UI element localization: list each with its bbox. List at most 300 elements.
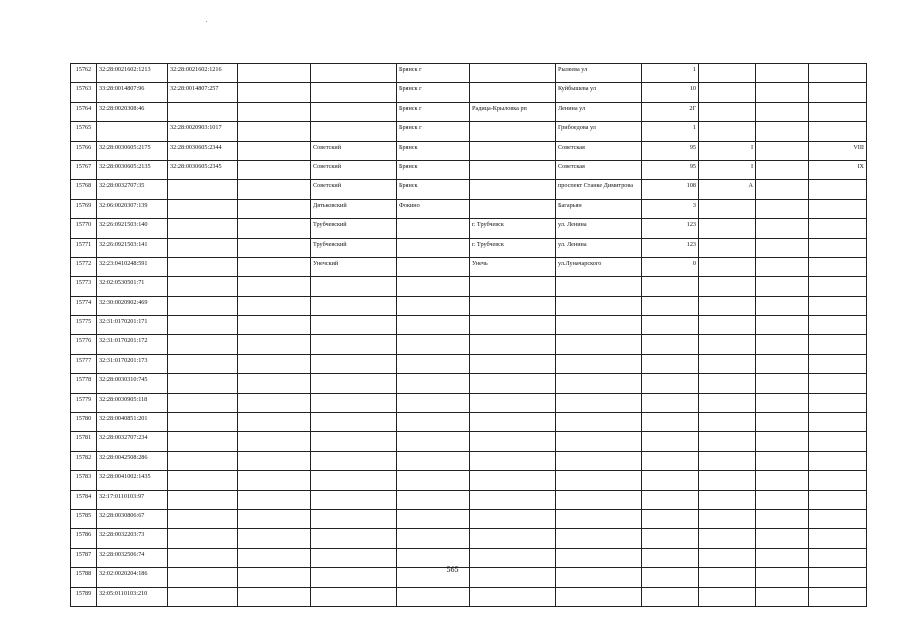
table-cell	[699, 374, 756, 393]
table-cell	[238, 432, 311, 451]
table-cell	[756, 509, 809, 528]
scan-speck	[206, 21, 207, 22]
table-cell	[556, 451, 642, 470]
table-cell	[699, 316, 756, 335]
table-cell	[397, 490, 470, 509]
table-cell	[470, 413, 556, 432]
table-cell: 15776	[71, 335, 97, 354]
table-cell	[397, 432, 470, 451]
table-cell	[311, 451, 397, 470]
table-cell	[699, 102, 756, 121]
table-cell	[97, 122, 168, 141]
table-cell	[699, 296, 756, 315]
table-cell	[642, 432, 699, 451]
table-cell: проспект Станке Димитрова	[556, 180, 642, 199]
table-cell	[556, 529, 642, 548]
table-cell	[311, 102, 397, 121]
table-row	[71, 587, 867, 606]
table-cell: 32:28:0032506:74	[97, 548, 168, 567]
table-cell: 15762	[71, 64, 97, 83]
table-cell	[238, 238, 311, 257]
table-cell	[397, 471, 470, 490]
table-cell	[238, 335, 311, 354]
table-cell: 10	[642, 83, 699, 102]
table-cell	[311, 296, 397, 315]
table-cell	[311, 354, 397, 373]
table-cell	[168, 180, 238, 199]
table-cell	[168, 296, 238, 315]
table-cell: 15770	[71, 219, 97, 238]
table-cell	[756, 529, 809, 548]
table-cell	[756, 64, 809, 83]
table-cell: Трубчевский	[311, 219, 397, 238]
table-cell: 15766	[71, 141, 97, 160]
table-cell: 32:17:0110103:97	[97, 490, 168, 509]
table-cell	[699, 509, 756, 528]
table-cell	[311, 83, 397, 102]
table-cell	[238, 529, 311, 548]
table-cell	[238, 490, 311, 509]
table-cell	[168, 316, 238, 335]
table-cell	[470, 83, 556, 102]
table-cell	[311, 122, 397, 141]
table-cell	[470, 529, 556, 548]
table-cell: 32:28:0030605:2345	[168, 160, 238, 179]
table-row	[71, 335, 867, 354]
table-cell	[699, 413, 756, 432]
table-cell: Брянск	[397, 141, 470, 160]
table-cell	[238, 354, 311, 373]
table-cell: 15768	[71, 180, 97, 199]
table-cell: 32:28:0030310:745	[97, 374, 168, 393]
table-row	[71, 509, 867, 528]
table-cell	[556, 277, 642, 296]
table-cell	[699, 83, 756, 102]
table-cell	[311, 374, 397, 393]
table-row	[71, 374, 867, 393]
table-cell: г. Трубчевск	[470, 219, 556, 238]
table-cell: Брянск г	[397, 64, 470, 83]
table-cell: Советский	[311, 141, 397, 160]
table-cell: 32:23:0410248:591	[97, 257, 168, 276]
table-cell	[168, 509, 238, 528]
table-cell	[809, 199, 867, 218]
table-cell: 32:26:0921503:141	[97, 238, 168, 257]
table-cell	[699, 199, 756, 218]
table-cell: 1	[642, 64, 699, 83]
table-cell	[809, 180, 867, 199]
table-cell	[311, 509, 397, 528]
table-cell: 32:02:0020204:186	[97, 568, 168, 587]
table-cell	[470, 354, 556, 373]
table-cell: 32:02:0530501:71	[97, 277, 168, 296]
table-cell	[397, 316, 470, 335]
table-row	[71, 451, 867, 470]
table-cell: 15779	[71, 393, 97, 412]
table-cell	[756, 490, 809, 509]
table-cell	[238, 141, 311, 160]
table-cell: Советская	[556, 160, 642, 179]
table-cell	[642, 490, 699, 509]
table-cell	[168, 432, 238, 451]
table-cell	[809, 64, 867, 83]
table-cell: 108	[642, 180, 699, 199]
table-cell	[556, 509, 642, 528]
table-cell	[168, 354, 238, 373]
table-cell	[470, 393, 556, 412]
table-cell	[756, 335, 809, 354]
table-cell: 95	[642, 160, 699, 179]
table-cell	[642, 277, 699, 296]
table-cell	[397, 587, 470, 606]
table-cell	[311, 413, 397, 432]
table-row	[71, 393, 867, 412]
table-cell	[809, 471, 867, 490]
table-cell	[470, 451, 556, 470]
table-cell	[470, 296, 556, 315]
table-cell	[238, 393, 311, 412]
table-cell	[470, 64, 556, 83]
table-cell	[311, 316, 397, 335]
table-cell	[556, 354, 642, 373]
table-cell: 3	[642, 199, 699, 218]
table-row	[71, 180, 867, 199]
table-cell: 32:28:0032707:234	[97, 432, 168, 451]
table-cell	[556, 490, 642, 509]
table-cell: 32:28:0041002:1435	[97, 471, 168, 490]
table-cell	[470, 471, 556, 490]
table-cell: Радица-Крыловка рп	[470, 102, 556, 121]
table-cell	[556, 587, 642, 606]
table-cell: 1	[642, 122, 699, 141]
table-cell	[397, 413, 470, 432]
table-cell: 15769	[71, 199, 97, 218]
page-number: 565	[446, 565, 459, 574]
table-cell	[756, 160, 809, 179]
table-cell	[756, 413, 809, 432]
table-cell	[470, 141, 556, 160]
table-cell	[699, 490, 756, 509]
table-cell	[756, 374, 809, 393]
table-cell: 15786	[71, 529, 97, 548]
table-cell: 33:28:0014807:96	[97, 83, 168, 102]
table-cell	[699, 257, 756, 276]
table-cell: 15781	[71, 432, 97, 451]
table-cell	[809, 335, 867, 354]
table-cell	[470, 122, 556, 141]
table-cell: Ленина ул	[556, 102, 642, 121]
table-cell: Рылеева ул	[556, 64, 642, 83]
table-cell	[809, 587, 867, 606]
table-cell	[699, 277, 756, 296]
table-cell: 32:26:0921503:140	[97, 219, 168, 238]
table-cell	[642, 335, 699, 354]
table-cell	[397, 335, 470, 354]
table-cell: 123	[642, 219, 699, 238]
table-cell: Брянск г	[397, 83, 470, 102]
table-cell: I	[699, 141, 756, 160]
table-cell: 15771	[71, 238, 97, 257]
table-cell	[809, 102, 867, 121]
table-cell: Брянск г	[397, 122, 470, 141]
table-cell: Советский	[311, 180, 397, 199]
table-cell: ул.Луначарского	[556, 257, 642, 276]
table-cell	[699, 219, 756, 238]
table-cell	[238, 102, 311, 121]
table-cell: 15782	[71, 451, 97, 470]
table-cell: 32:28:0032203:73	[97, 529, 168, 548]
table-cell: 15773	[71, 277, 97, 296]
table-cell: 32:28:0021602:1213	[97, 64, 168, 83]
table-row	[71, 199, 867, 218]
table-row	[71, 83, 867, 102]
table-cell	[470, 374, 556, 393]
table-cell	[756, 238, 809, 257]
table-cell	[809, 238, 867, 257]
table-cell: Брянск г	[397, 102, 470, 121]
table-cell	[238, 296, 311, 315]
table-cell: 15784	[71, 490, 97, 509]
table-cell: 15788	[71, 568, 97, 587]
table-cell	[809, 393, 867, 412]
table-cell: Брянск	[397, 160, 470, 179]
table-cell: 15775	[71, 316, 97, 335]
table-cell	[756, 102, 809, 121]
table-cell	[397, 393, 470, 412]
table-cell	[642, 509, 699, 528]
table-cell	[809, 529, 867, 548]
table-cell	[311, 471, 397, 490]
table-cell	[168, 374, 238, 393]
table-cell	[470, 432, 556, 451]
table-cell: I	[699, 160, 756, 179]
table-cell	[311, 490, 397, 509]
table-cell	[470, 509, 556, 528]
table-cell	[756, 122, 809, 141]
table-cell: ул. Ленина	[556, 238, 642, 257]
table-cell	[168, 277, 238, 296]
table-cell: Дятьковский	[311, 199, 397, 218]
table-row	[71, 316, 867, 335]
table-cell	[168, 238, 238, 257]
table-cell: 15778	[71, 374, 97, 393]
table-cell	[311, 529, 397, 548]
table-cell: 15777	[71, 354, 97, 373]
table-row	[71, 219, 867, 238]
table-cell: 32:28:0030605:2175	[97, 141, 168, 160]
table-cell	[699, 529, 756, 548]
table-cell	[756, 451, 809, 470]
table-cell	[809, 490, 867, 509]
table-cell	[756, 432, 809, 451]
table-cell: Фокино	[397, 199, 470, 218]
table-cell	[809, 451, 867, 470]
table-cell	[168, 529, 238, 548]
table-row	[71, 122, 867, 141]
table-cell	[642, 529, 699, 548]
table-cell: Трубчевский	[311, 238, 397, 257]
table-row	[71, 257, 867, 276]
table-cell: Багарьян	[556, 199, 642, 218]
table-cell	[311, 277, 397, 296]
table-cell: 2Г	[642, 102, 699, 121]
table-cell	[470, 180, 556, 199]
table-cell	[756, 316, 809, 335]
table-row	[71, 490, 867, 509]
table-cell	[168, 490, 238, 509]
table-cell: 32:06:0020307:139	[97, 199, 168, 218]
table-cell	[397, 238, 470, 257]
table-cell	[470, 277, 556, 296]
registry-table	[70, 63, 867, 607]
table-cell	[168, 451, 238, 470]
table-cell	[756, 83, 809, 102]
table-cell	[470, 199, 556, 218]
table-cell: 32:28:0021602:1216	[168, 64, 238, 83]
table-cell	[397, 529, 470, 548]
table-cell	[397, 257, 470, 276]
table-cell	[809, 374, 867, 393]
table-row	[71, 64, 867, 83]
table-cell: 32:28:0032707:35	[97, 180, 168, 199]
table-cell	[168, 393, 238, 412]
table-cell: 15772	[71, 257, 97, 276]
table-cell: 32:28:0020903:1017	[168, 122, 238, 141]
table-row	[71, 277, 867, 296]
table-cell: VIII	[809, 141, 867, 160]
table-cell	[397, 296, 470, 315]
table-cell	[238, 587, 311, 606]
table-cell	[809, 509, 867, 528]
table-cell	[470, 587, 556, 606]
table-cell: 15765	[71, 122, 97, 141]
table-cell	[311, 64, 397, 83]
table-cell	[809, 296, 867, 315]
table-cell	[699, 587, 756, 606]
table-cell	[642, 354, 699, 373]
table-cell: 32:28:0014807:257	[168, 83, 238, 102]
table-cell: Унечь	[470, 257, 556, 276]
table-cell: 32:28:0030605:2344	[168, 141, 238, 160]
table-cell	[556, 393, 642, 412]
table-cell	[168, 587, 238, 606]
table-cell: Советский	[311, 160, 397, 179]
table-cell	[238, 471, 311, 490]
table-cell: г. Трубчевск	[470, 238, 556, 257]
table-cell: 0	[642, 257, 699, 276]
table-cell: 32:28:0040851:201	[97, 413, 168, 432]
table-cell	[238, 219, 311, 238]
table-cell: 32:31:0170201:173	[97, 354, 168, 373]
table-cell: 15780	[71, 413, 97, 432]
table-cell	[168, 102, 238, 121]
table-cell	[168, 335, 238, 354]
table-cell	[756, 199, 809, 218]
table-cell	[756, 141, 809, 160]
table-cell	[238, 316, 311, 335]
table-cell	[642, 296, 699, 315]
table-cell	[470, 490, 556, 509]
table-cell	[756, 277, 809, 296]
table-cell	[699, 335, 756, 354]
table-row	[71, 102, 867, 121]
table-cell: 15787	[71, 548, 97, 567]
table-cell	[397, 277, 470, 296]
table-cell	[238, 509, 311, 528]
table-cell: Советская	[556, 141, 642, 160]
table-cell: Брянск	[397, 180, 470, 199]
table-cell	[699, 432, 756, 451]
table-cell	[397, 219, 470, 238]
table-cell	[238, 199, 311, 218]
table-cell	[756, 354, 809, 373]
table-cell: ул. Ленина	[556, 219, 642, 238]
table-cell	[699, 354, 756, 373]
table-cell: Унечский	[311, 257, 397, 276]
table-cell	[238, 64, 311, 83]
table-cell: 32:31:0170201:171	[97, 316, 168, 335]
table-cell	[809, 277, 867, 296]
table-cell	[556, 374, 642, 393]
table-cell	[756, 393, 809, 412]
table-cell	[238, 374, 311, 393]
table-cell: 15774	[71, 296, 97, 315]
table-cell	[809, 219, 867, 238]
table-cell: IX	[809, 160, 867, 179]
table-cell: 15785	[71, 509, 97, 528]
table-cell	[809, 83, 867, 102]
table-cell	[556, 471, 642, 490]
table-cell	[556, 316, 642, 335]
table-cell: 95	[642, 141, 699, 160]
table-cell	[809, 122, 867, 141]
table-cell	[699, 122, 756, 141]
table-cell	[756, 180, 809, 199]
table-cell	[168, 413, 238, 432]
table-cell: 32:28:0030905:118	[97, 393, 168, 412]
table-row	[71, 529, 867, 548]
table-cell	[311, 335, 397, 354]
table-cell	[642, 413, 699, 432]
table-cell: 15763	[71, 83, 97, 102]
table-cell	[168, 219, 238, 238]
table-cell	[809, 432, 867, 451]
table-cell	[556, 432, 642, 451]
table-cell: 15789	[71, 587, 97, 606]
table-cell	[699, 451, 756, 470]
table-cell	[168, 199, 238, 218]
table-row	[71, 413, 867, 432]
table-row	[71, 141, 867, 160]
table-cell	[809, 413, 867, 432]
table-cell	[642, 451, 699, 470]
table-cell: 123	[642, 238, 699, 257]
table-row	[71, 238, 867, 257]
table-cell	[809, 316, 867, 335]
table-cell	[699, 238, 756, 257]
table-cell	[642, 374, 699, 393]
table-cell: 32:05:0110103:210	[97, 587, 168, 606]
table-row	[71, 296, 867, 315]
table-cell	[238, 122, 311, 141]
table-cell	[238, 160, 311, 179]
table-cell	[556, 335, 642, 354]
table-cell	[397, 451, 470, 470]
table-row	[71, 471, 867, 490]
table-cell	[238, 451, 311, 470]
table-cell	[642, 316, 699, 335]
table-cell: Грибоедова ул	[556, 122, 642, 141]
